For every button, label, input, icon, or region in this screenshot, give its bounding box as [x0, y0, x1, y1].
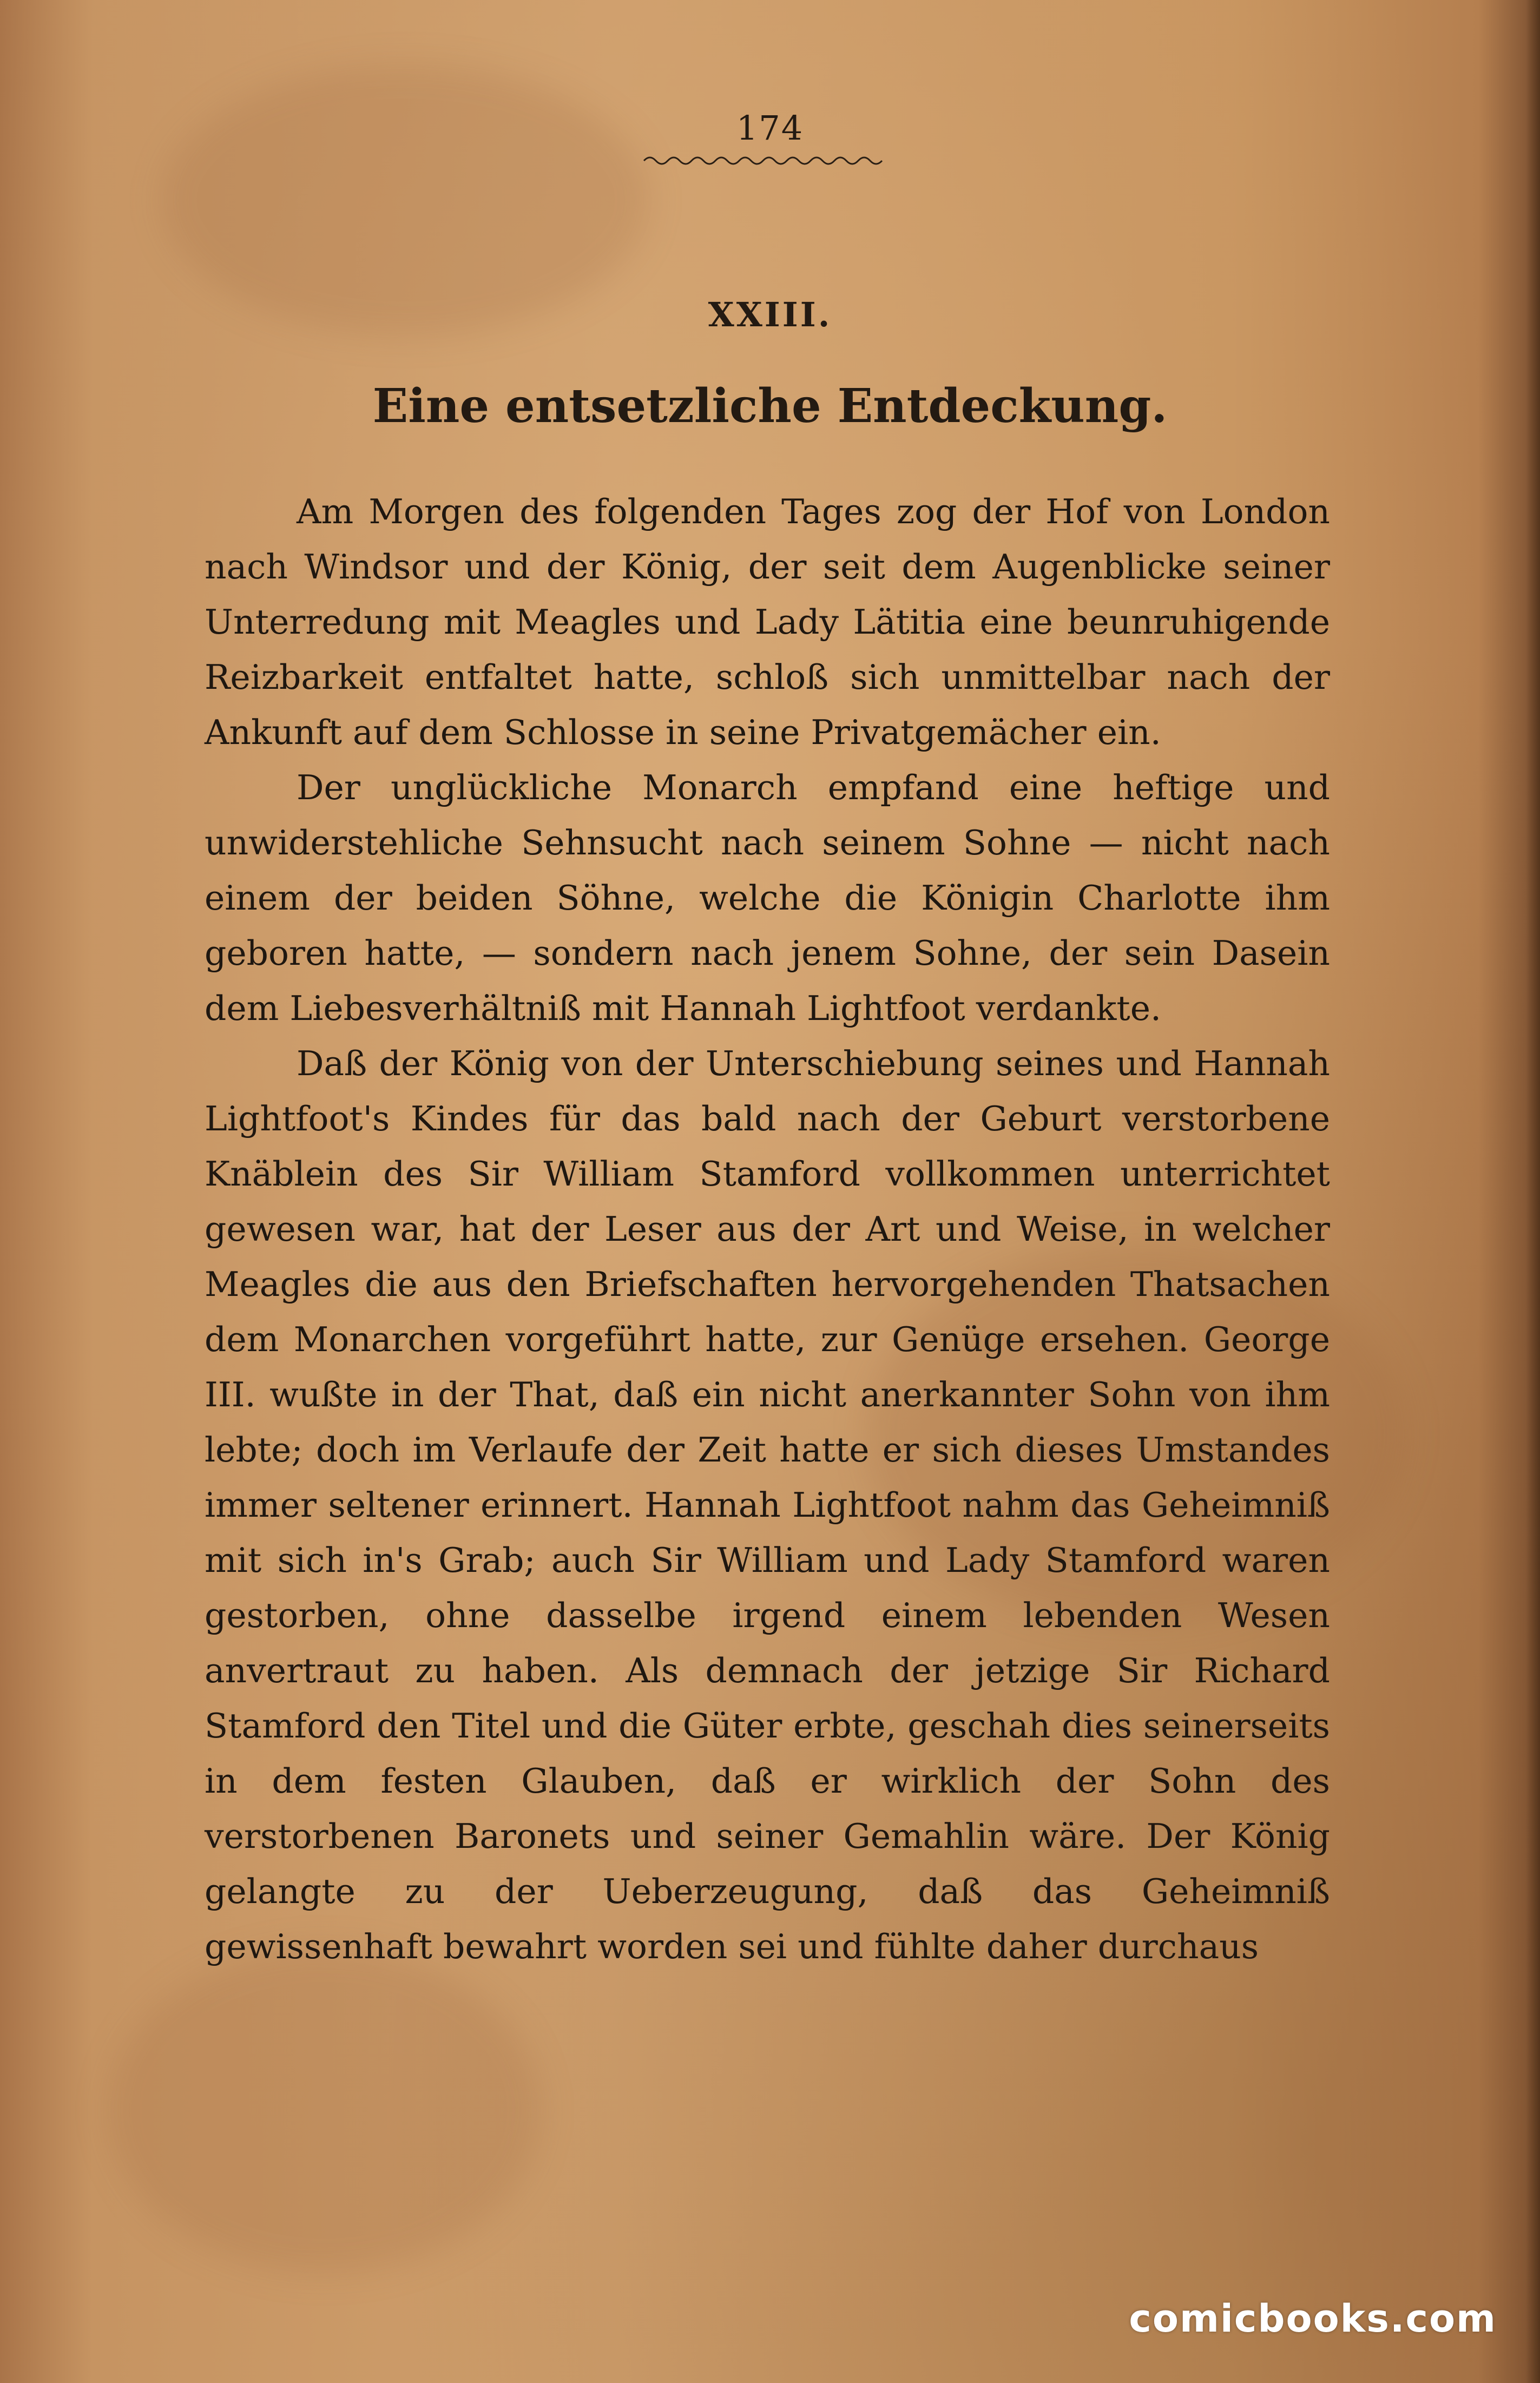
chapter-number: XXIII. [708, 295, 832, 334]
watermark: comicbooks.com [1129, 2296, 1497, 2341]
chapter-title: Eine entsetzliche Entdeckung. [372, 379, 1168, 433]
body-text [205, 484, 1330, 1974]
wavy-rule-ornament-icon [641, 153, 890, 169]
page-number: 174 [736, 108, 804, 148]
page-edge-shadow [1526, 0, 1540, 2383]
paper-stain [108, 1948, 541, 2273]
paragraph: Daß der König von der Unterschiebung seines und Hannah Lightfoot's Kindes für das bald nach der Geburt verstorbene Knäblein des Sir William Stamford vollkommen unterrichtet gewesen war, hat der Leser aus der Art und Weise, in welcher Meagles die aus den Briefschaften hervorgehenden Thatsachen dem Monarchen vorgeführt hatte, zur Genüge ersehen. George III. wußte in der That, daß ein nicht anerkannter Sohn von ihm lebte; doch im Verlaufe der Zeit hatte er sich dieses Umstandes immer seltener erinnert. Hannah Lightfoot nahm das Geheimniß mit sich in's Grab; auch Sir William und Lady Stamford waren gestorben, ohne dasselbe irgend einem lebenden Wesen anvertraut zu haben. Als demnach der jetzige Sir Richard Stamford den Titel und die Güter erbte, geschah dies seinerseits in dem festen Glauben, daß er wirklich der Sohn des verstorbenen Baronets und seiner Gemahlin wäre. Der König gelangte zu der Ueberzeugung, daß das Geheimniß gewissenhaft bewahrt worden sei und fühlte daher durchaus [205, 1044, 1330, 1966]
paragraph: Am Morgen des folgenden Tages zog der Hof von London nach Windsor und der König, der seit dem Augenblicke seiner Unterredung mit Meagles und Lady Lätitia eine beunruhigende Reizbarkeit entfaltet hatte, schloß sich unmittelbar nach der Ankunft auf dem Schlosse in seine Privatgemächer ein. [205, 492, 1330, 752]
paragraph: Der unglückliche Monarch empfand eine heftige und unwiderstehliche Sehnsucht nach seinem Sohne — nicht nach einem der beiden Söhne, welche die Königin Charlotte ihm geboren hatte, — sondern nach jenem Sohne, der sein Dasein dem Liebesverhältniß mit Hannah Lightfoot verdankte. [205, 768, 1330, 1028]
